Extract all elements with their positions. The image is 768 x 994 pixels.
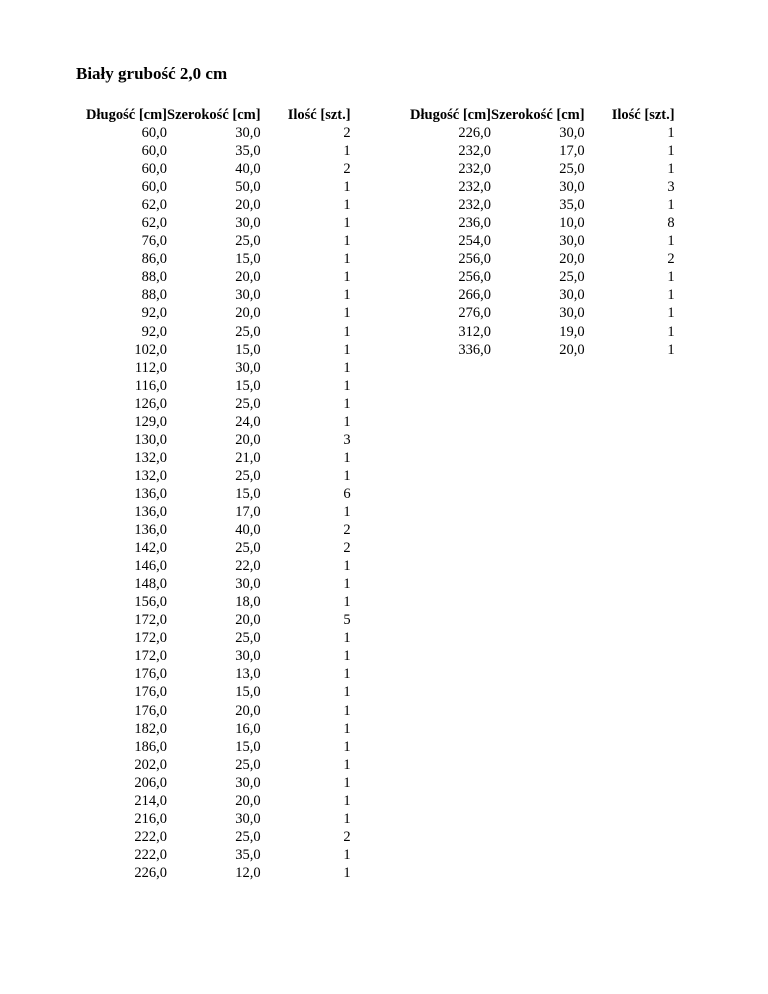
table-row [80,359,351,377]
table-row [80,160,351,178]
table-row [80,377,351,395]
table-header-row [80,106,351,124]
cell-length: 214,0 [134,792,167,809]
table-row [404,142,675,160]
cell-length: 176,0 [134,666,167,683]
cell-quantity: 1 [343,774,351,791]
table-row [404,268,675,286]
table-row [80,593,351,611]
table-row [80,304,351,322]
cell-width: 13,0 [235,666,261,683]
cell-length: 226,0 [134,864,167,881]
table-row [404,323,675,341]
table-row [80,341,351,359]
table-row [80,142,351,160]
cell-width: 35,0 [235,846,261,863]
cell-width: 20,0 [235,197,261,214]
table-row [80,792,351,810]
cell-width: 30,0 [559,305,585,322]
table-row [404,304,675,322]
header-length: Długość [cm] [86,107,167,123]
cell-quantity: 8 [667,215,675,232]
table-row [80,431,351,449]
cell-quantity: 1 [343,323,351,340]
cell-width: 25,0 [235,467,261,484]
cell-quantity: 1 [343,251,351,268]
cell-length: 276,0 [458,305,491,322]
cell-width: 50,0 [235,179,261,196]
document-title: Biały grubość 2,0 cm [76,64,228,83]
cell-length: 312,0 [458,323,491,340]
cell-length: 136,0 [134,504,167,520]
cell-quantity: 2 [343,125,351,142]
cell-quantity: 1 [343,792,351,809]
cell-quantity: 1 [343,269,351,286]
cell-quantity: 1 [343,810,351,827]
table-row [80,738,351,756]
table-row [80,846,351,864]
table-row [80,629,351,647]
table-row [404,214,675,232]
cell-width: 15,0 [235,738,261,755]
cell-width: 19,0 [559,323,585,340]
cell-quantity: 1 [667,161,675,178]
cell-quantity: 1 [667,341,675,358]
cell-length: 102,0 [134,341,167,358]
table-row [404,250,675,268]
cell-width: 20,0 [235,792,261,809]
cell-length: 182,0 [134,720,167,737]
cell-quantity: 1 [667,125,675,142]
cell-quantity: 1 [343,143,351,160]
table-row [404,196,675,214]
cell-quantity: 1 [343,576,351,593]
cell-width: 20,0 [235,702,261,719]
cell-quantity: 1 [343,359,351,376]
table-row [80,521,351,539]
cell-length: 222,0 [134,828,167,845]
cell-width: 15,0 [235,485,261,502]
cell-width: 16,0 [235,720,261,737]
cell-length: 116,0 [134,377,167,394]
cell-length: 62,0 [141,215,167,232]
cell-width: 30,0 [559,125,585,142]
cell-length: 142,0 [134,540,167,557]
cell-length: 172,0 [134,630,167,647]
table-row [80,395,351,413]
cell-length: 76,0 [141,233,167,250]
table-row [80,196,351,214]
cell-quantity: 1 [343,630,351,647]
cell-width: 35,0 [235,143,261,160]
cell-length: 336,0 [458,341,491,358]
cell-length: 206,0 [134,774,167,791]
cell-length: 60,0 [141,161,167,178]
cell-width: 35,0 [559,197,585,214]
cell-length: 232,0 [458,179,491,196]
cell-length: 186,0 [134,738,167,755]
cell-quantity: 1 [343,215,351,232]
cell-length: 136,0 [134,485,167,502]
cell-quantity: 6 [343,485,351,502]
cell-width: 40,0 [235,161,261,178]
cell-width: 30,0 [235,359,261,376]
table-row [404,178,675,196]
cell-width: 30,0 [559,179,585,196]
header-quantity: Ilość [szt.] [287,107,351,123]
header-width: Szerokość [cm] [167,107,261,123]
cell-width: 22,0 [235,558,261,575]
cell-width: 10,0 [559,215,585,232]
cell-width: 25,0 [235,395,261,412]
cell-quantity: 1 [343,720,351,737]
table-row [80,503,351,521]
cell-length: 156,0 [134,594,167,611]
header-width: Szerokość [cm] [491,107,585,123]
cell-quantity: 3 [343,431,351,448]
table-row [80,611,351,629]
cell-width: 30,0 [235,810,261,827]
cell-length: 232,0 [458,197,491,214]
cell-length: 256,0 [458,251,491,268]
cell-quantity: 1 [667,143,675,160]
cell-length: 202,0 [134,756,167,773]
cell-width: 30,0 [235,774,261,791]
cell-quantity: 1 [343,666,351,683]
cell-quantity: 2 [667,251,675,268]
cell-width: 17,0 [559,143,585,160]
table-row [80,575,351,593]
table-row [80,214,351,232]
cell-quantity: 1 [343,467,351,484]
table-row [80,268,351,286]
table-row [80,539,351,557]
cell-width: 25,0 [559,161,585,178]
cell-width: 25,0 [235,233,261,250]
table-row [80,449,351,467]
table-header-row [404,106,675,124]
cell-width: 20,0 [235,269,261,286]
cell-width: 20,0 [235,305,261,322]
cell-quantity: 1 [343,738,351,755]
table-row [404,232,675,250]
cell-width: 12,0 [235,864,261,881]
cell-width: 30,0 [235,287,261,304]
cell-quantity: 1 [343,756,351,773]
cell-width: 15,0 [235,251,261,268]
table-row [80,810,351,828]
cell-length: 232,0 [458,161,491,178]
table-row [80,232,351,250]
cell-width: 20,0 [235,612,261,629]
cell-width: 18,0 [235,594,261,611]
cell-width: 20,0 [235,431,261,448]
table-row [80,413,351,431]
cell-length: 146,0 [134,558,167,575]
cell-width: 30,0 [559,233,585,250]
table-body-left [80,124,351,882]
cell-length: 172,0 [134,612,167,629]
cell-quantity: 2 [343,522,351,539]
cell-length: 62,0 [141,197,167,214]
table-row [80,178,351,196]
table-row [80,647,351,665]
table-row [80,702,351,720]
cell-width: 25,0 [235,540,261,557]
table-row [80,864,351,882]
cell-length: 112,0 [134,359,167,376]
table-row [404,124,675,142]
cell-width: 15,0 [235,377,261,394]
cell-width: 25,0 [559,269,585,286]
cell-quantity: 1 [343,594,351,611]
dimensions-table-right [404,106,675,359]
cell-width: 20,0 [559,251,585,268]
cell-length: 136,0 [134,522,167,539]
cell-length: 60,0 [141,143,167,160]
cell-width: 25,0 [235,323,261,340]
table-row [80,720,351,738]
table-row [80,467,351,485]
cell-length: 172,0 [134,648,167,665]
cell-length: 126,0 [134,395,167,412]
header-quantity: Ilość [szt.] [611,107,675,123]
cell-length: 129,0 [134,413,167,430]
cell-length: 226,0 [458,125,491,142]
cell-length: 60,0 [141,125,167,142]
cell-length: 176,0 [134,702,167,719]
cell-length: 176,0 [134,684,167,701]
table-row [80,286,351,304]
cell-length: 60,0 [141,179,167,196]
table-row [404,160,675,178]
cell-length: 222,0 [134,846,167,863]
table-row [80,665,351,683]
cell-width: 20,0 [559,341,585,358]
cell-quantity: 1 [343,864,351,881]
cell-length: 86,0 [141,251,167,268]
cell-width: 40,0 [235,522,261,539]
table-row [80,124,351,142]
table-row [80,774,351,792]
table-row [404,286,675,304]
cell-quantity: 3 [667,179,675,196]
cell-quantity: 1 [343,449,351,466]
cell-width: 30,0 [559,287,585,304]
cell-quantity: 1 [667,233,675,250]
cell-length: 92,0 [141,323,167,340]
cell-width: 15,0 [235,341,261,358]
cell-width: 15,0 [235,684,261,701]
table-row [80,485,351,503]
cell-quantity: 1 [343,233,351,250]
cell-quantity: 1 [343,395,351,412]
cell-quantity: 1 [343,846,351,863]
cell-length: 88,0 [141,287,167,304]
cell-width: 25,0 [235,828,261,845]
table-row [404,341,675,359]
cell-quantity: 1 [343,648,351,665]
cell-length: 130,0 [134,431,167,448]
cell-length: 254,0 [458,233,491,250]
cell-quantity: 1 [343,558,351,575]
cell-quantity: 1 [667,197,675,214]
cell-length: 236,0 [458,215,491,232]
cell-width: 25,0 [235,630,261,647]
cell-quantity: 1 [343,287,351,304]
table-row [80,323,351,341]
cell-width: 21,0 [235,449,261,466]
cell-quantity: 1 [343,197,351,214]
cell-width: 30,0 [235,215,261,232]
cell-quantity: 1 [343,413,351,430]
cell-width: 25,0 [235,756,261,773]
cell-length: 256,0 [458,269,491,286]
cell-quantity: 1 [343,702,351,719]
cell-quantity: 1 [343,341,351,358]
cell-quantity: 5 [343,612,351,629]
cell-quantity: 1 [667,323,675,340]
cell-length: 132,0 [134,449,167,466]
table-body-right [404,124,675,359]
cell-quantity: 1 [667,305,675,322]
table-row [80,557,351,575]
cell-quantity: 1 [343,179,351,196]
cell-length: 132,0 [134,467,167,484]
dimensions-table-left [80,106,351,882]
cell-width: 30,0 [235,576,261,593]
cell-length: 232,0 [458,143,491,160]
table-row [80,756,351,774]
cell-length: 148,0 [134,576,167,593]
cell-quantity: 1 [667,287,675,304]
cell-width: 30,0 [235,648,261,665]
cell-length: 266,0 [458,287,491,304]
cell-length: 88,0 [141,269,167,286]
cell-quantity: 1 [343,504,351,520]
cell-length: 92,0 [141,305,167,322]
header-length: Długość [cm] [410,107,491,123]
cell-width: 17,0 [235,504,261,520]
cell-quantity: 2 [343,161,351,178]
cell-quantity: 2 [343,828,351,845]
table-row [80,683,351,701]
cell-quantity: 1 [343,305,351,322]
table-row [80,828,351,846]
cell-width: 30,0 [235,125,261,142]
cell-quantity: 1 [667,269,675,286]
cell-width: 24,0 [235,413,261,430]
cell-quantity: 1 [343,684,351,701]
cell-quantity: 2 [343,540,351,557]
cell-length: 216,0 [134,810,167,827]
cell-quantity: 1 [343,377,351,394]
table-row [80,250,351,268]
